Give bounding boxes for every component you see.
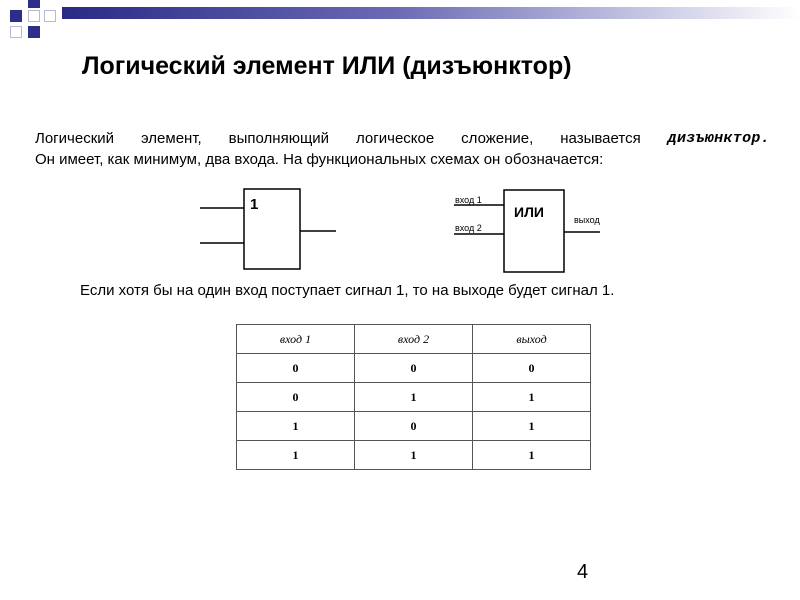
gate-label: ИЛИ (514, 204, 544, 220)
table-cell: 1 (237, 412, 355, 441)
or-gate-labeled-diagram (452, 188, 612, 274)
deco-square (28, 26, 40, 38)
table-cell: 0 (237, 354, 355, 383)
header-gradient-bar (62, 7, 800, 19)
table-cell: 0 (473, 354, 591, 383)
column-header: вход 2 (355, 325, 473, 354)
table-cell: 1 (473, 412, 591, 441)
intro-word: логическое (356, 130, 435, 147)
table-cell: 1 (355, 441, 473, 470)
intro-paragraph (35, 128, 770, 170)
slide-title: Логический элемент ИЛИ (дизъюнктор) (82, 52, 572, 80)
output-label: выход (574, 215, 600, 225)
intro-line-1 (35, 128, 770, 149)
page-number: 4 (577, 561, 589, 583)
input-1-label: вход 1 (455, 195, 482, 205)
intro-line-2: Он имеет, как минимум, два входа. На функциональных схемах он обозначается: (35, 151, 604, 168)
intro-term: дизъюнктор. (667, 130, 770, 147)
table-cell: 0 (237, 383, 355, 412)
deco-square (10, 26, 22, 38)
column-header: вход 1 (237, 325, 355, 354)
deco-square (28, 10, 40, 22)
input-2-label: вход 2 (455, 223, 482, 233)
gate-label: 1 (250, 196, 259, 213)
deco-square (28, 0, 40, 8)
table-row (237, 354, 591, 383)
rule-text: Если хотя бы на один вход поступает сигнал 1, то на выходе будет сигнал 1. (80, 282, 615, 299)
intro-word: Логический (35, 130, 115, 147)
table-cell: 0 (355, 354, 473, 383)
or-gate-simple-diagram (200, 188, 340, 272)
truth-table (236, 324, 591, 470)
table-cell: 1 (473, 383, 591, 412)
column-header: выход (473, 325, 591, 354)
table-row (237, 412, 591, 441)
table-cell: 1 (473, 441, 591, 470)
table-row (237, 383, 591, 412)
intro-word: сложение, (461, 130, 534, 147)
intro-word: называется (560, 130, 641, 147)
intro-word: элемент, (140, 130, 202, 147)
gate-body (504, 190, 564, 272)
table-cell: 1 (237, 441, 355, 470)
table-header-row (237, 325, 591, 354)
table-row (237, 441, 591, 470)
table-cell: 1 (355, 383, 473, 412)
deco-square (44, 10, 56, 22)
deco-square (10, 10, 22, 22)
table-cell: 0 (355, 412, 473, 441)
intro-word: выполняющий (228, 130, 330, 147)
